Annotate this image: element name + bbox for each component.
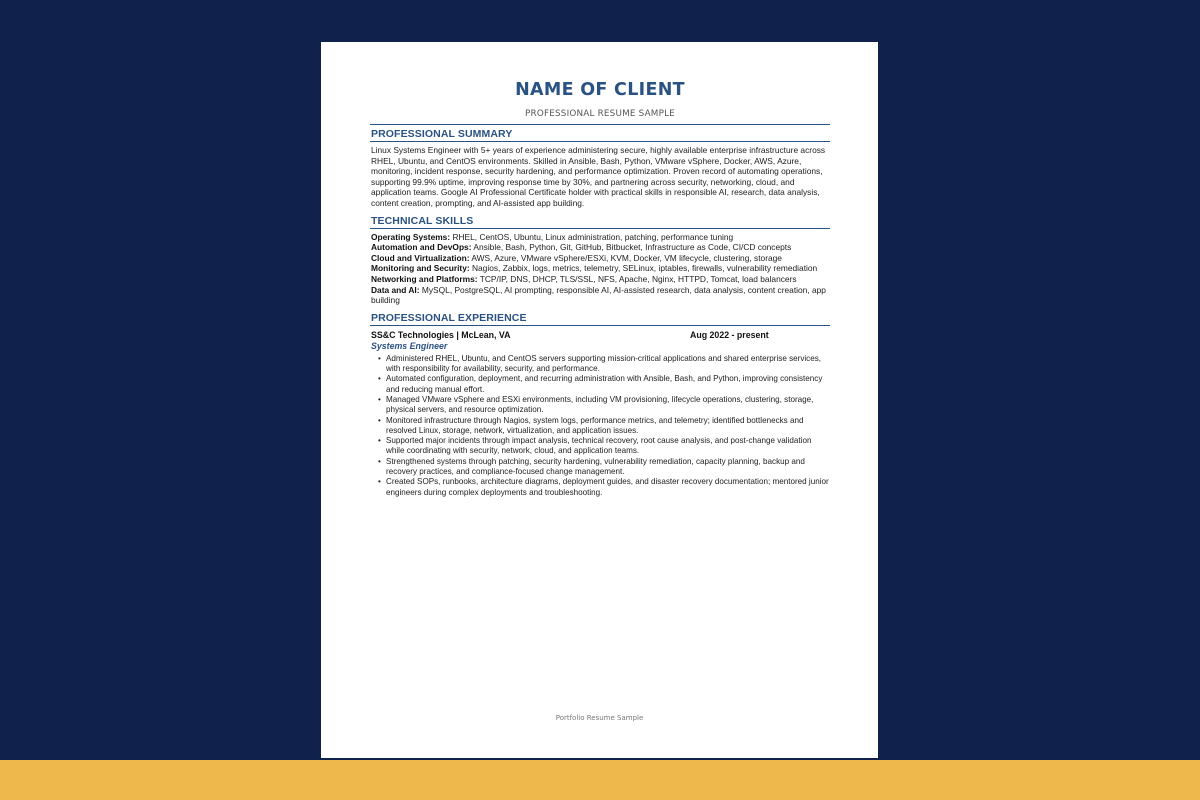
job-bullet (370, 457, 830, 478)
skill-value: RHEL, CentOS, Ubuntu, Linux administration, patching, performance tuning (452, 231, 734, 242)
summary-text: Linux Systems Engineer with 5+ years of experience administering secure, highly available enterprise infrastructure across RHEL, Ubuntu, and CentOS environments. Skilled in Ansible, Bash, Python, VMware vSphere, Docker, AWS, Azure, monitoring, incident response, security hardening, and performance optimization. Proven record of automating operations, supporting 99.9% uptime, improving response time by 30%, and partnering across security, networking, cloud, and application teams. Google AI Professional Certificate holder with practical skills in responsible AI, research, data analysis, content creation, prompting, and AI-assisted app building. (371, 145, 826, 208)
bullet-dot: • (378, 415, 381, 425)
skill-line (371, 253, 829, 264)
skills-list (371, 232, 829, 306)
skill-line (371, 232, 829, 243)
bullet-dot: • (378, 353, 381, 363)
skill-value: Ansible, Bash, Python, Git, GitHub, Bitbucket, Infrastructure as Code, CI/CD concepts (473, 242, 792, 253)
bullet-dot: • (378, 394, 381, 404)
skill-label: Networking and Platforms: (371, 273, 478, 284)
skill-line (371, 274, 829, 285)
resume-page (321, 42, 878, 758)
bullet-text: Administered RHEL, Ubuntu, and CentOS servers supporting mission-critical applications and shared enterprise services, with responsibility for availability, security, and performance. (386, 353, 822, 374)
job-dates: Aug 2022 - present (690, 329, 769, 340)
bullet-dot: • (378, 456, 381, 466)
job-bullet (370, 416, 830, 437)
skill-line (371, 285, 829, 306)
bullet-text: Monitored infrastructure through Nagios, system logs, performance metrics, and telemetry; identified bottlenecks and resolved Linux, storage, network, virtualization, and application issues. (386, 415, 804, 435)
job-bullet (370, 436, 830, 457)
skill-label: Automation and DevOps: (371, 242, 472, 253)
resume-subtitle: PROFESSIONAL RESUME SAMPLE (525, 109, 675, 119)
skill-value: Nagios, Zabbix, logs, metrics, telemetry, SELinux, iptables, firewalls, vulnerability remediation (471, 263, 818, 274)
page-footer: Portfolio Resume Sample (555, 714, 644, 722)
skill-line (371, 263, 829, 274)
bullet-text: Automated configuration, deployment, and recurring administration with Ansible, Bash, and Python, improving consistency and reducing manual effort. (386, 374, 823, 394)
bullet-text: Created SOPs, runbooks, architecture diagrams, deployment guides, and disaster recovery documentation; mentored junior engineers during complex deployments and troubleshooting. (386, 477, 829, 497)
bullet-dot: • (378, 436, 381, 446)
skills-heading: TECHNICAL SKILLS (370, 215, 830, 229)
job-bullet (370, 354, 830, 375)
accent-band (0, 760, 1200, 800)
summary-heading: PROFESSIONAL SUMMARY (370, 124, 830, 142)
job-title: Systems Engineer (371, 340, 448, 351)
skill-value: AWS, Azure, VMware vSphere/ESXi, KVM, Docker, VM lifecycle, clustering, storage (471, 252, 782, 263)
bullet-text: Managed VMware vSphere and ESXi environments, including VM provisioning, lifecycle operations, clustering, storage, physical servers, and resource optimization. (386, 394, 814, 415)
bullet-text: Strengthened systems through patching, security hardening, vulnerability remediation, capacity planning, backup and recovery practices, and compliance-focused change management. (386, 456, 805, 476)
skill-value: TCP/IP, DNS, DHCP, TLS/SSL, NFS, Apache, Nginx, HTTPD, Tomcat, load balancers (479, 273, 797, 284)
skill-value: MySQL, PostgreSQL, AI prompting, responsible AI, AI-assisted research, data analysis, content creation, app building (371, 284, 826, 306)
skill-line (371, 242, 829, 253)
bullet-dot: • (378, 374, 381, 384)
job-bullet (370, 374, 830, 395)
experience-heading: PROFESSIONAL EXPERIENCE (370, 312, 830, 326)
skill-label: Monitoring and Security: (371, 263, 470, 274)
bullet-text: Supported major incidents through impact analysis, technical recovery, root cause analysis, and post-change validation while coordinating with security, network, cloud, and application teams. (386, 436, 812, 456)
job-header (371, 330, 829, 341)
job-bullet (370, 395, 830, 416)
job-company: SS&C Technologies | McLean, VA (371, 329, 511, 340)
skill-label: Cloud and Virtualization: (371, 252, 470, 263)
client-name: NAME OF CLIENT (515, 80, 685, 100)
skill-label: Operating Systems: (371, 231, 451, 242)
job-bullets (370, 354, 830, 498)
skill-label: Data and AI: (371, 284, 420, 295)
job-bullet (370, 477, 830, 498)
bullet-dot: • (378, 477, 381, 487)
